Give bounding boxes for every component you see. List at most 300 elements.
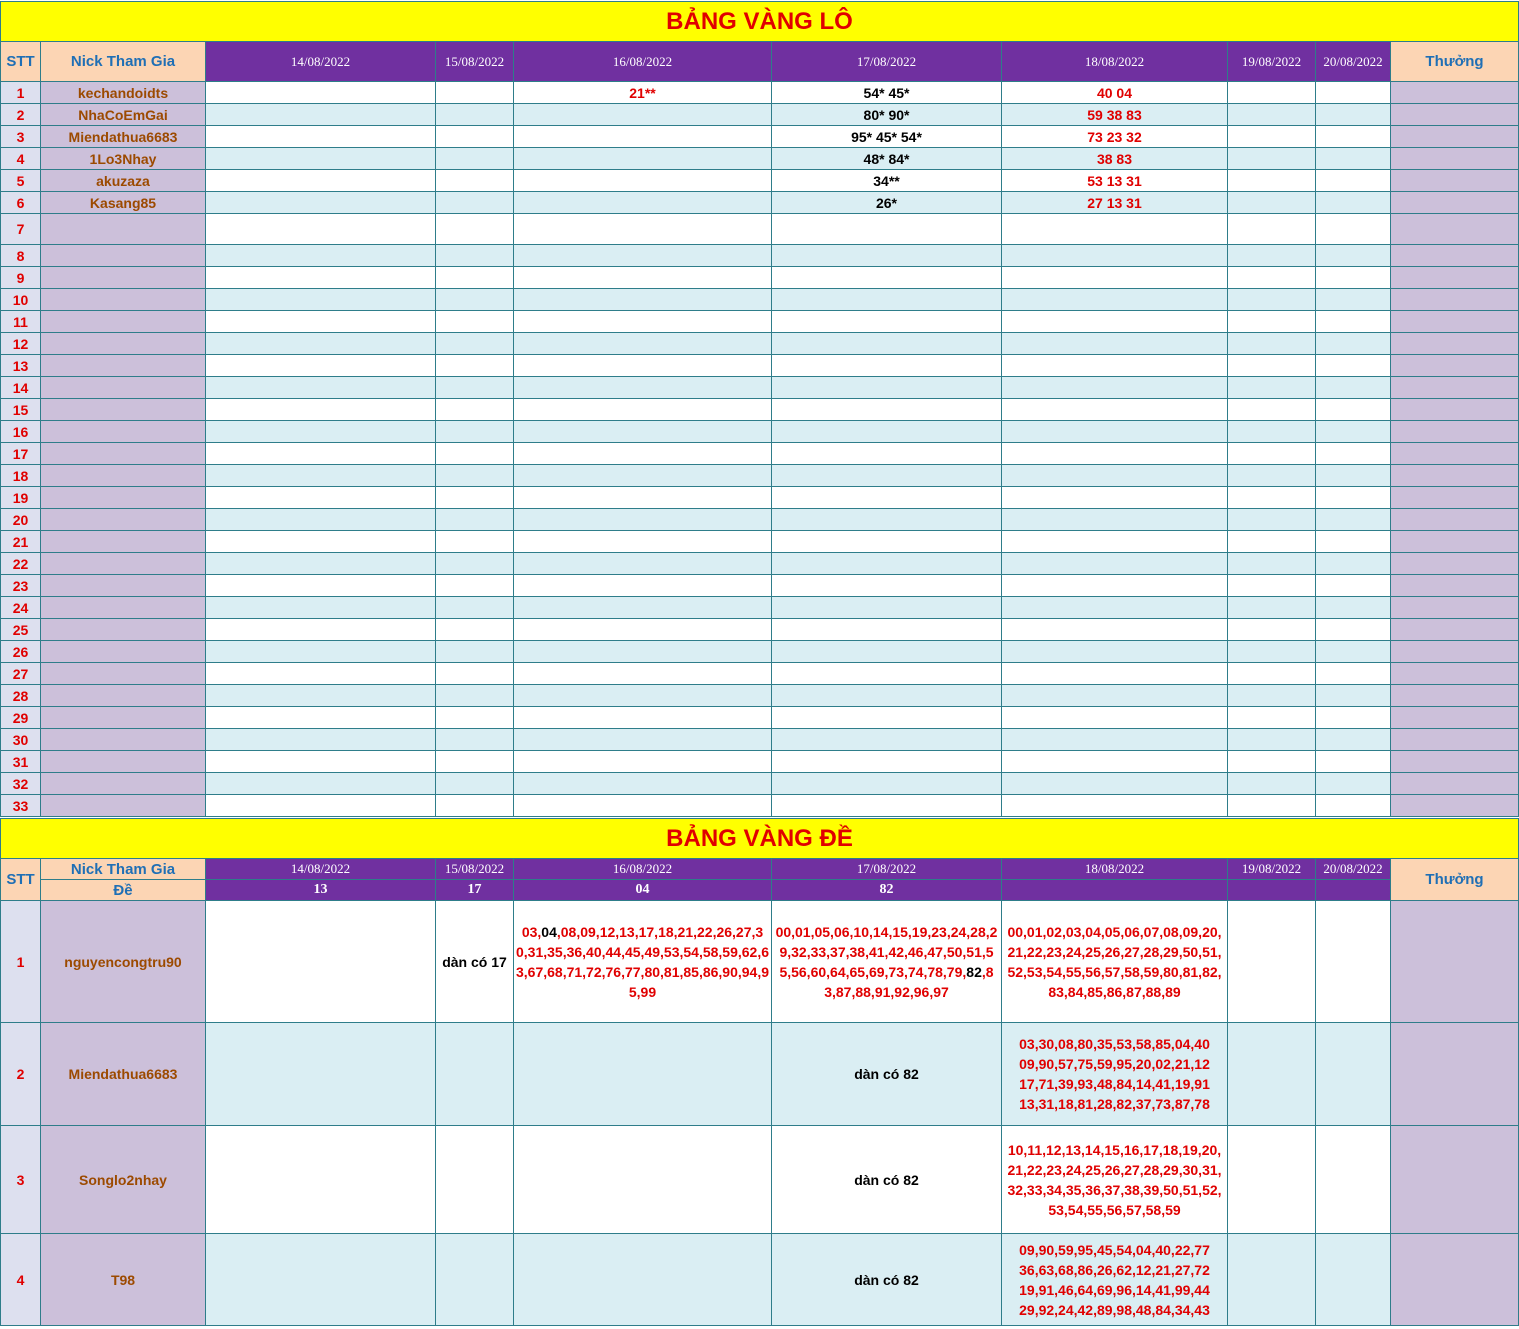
lo-cell [1002, 619, 1228, 641]
lo-cell [1316, 377, 1391, 399]
lo-cell [436, 575, 514, 597]
lo-row [1, 597, 1519, 619]
lo-cell [206, 377, 436, 399]
de-row-nick: T98 [41, 1234, 206, 1326]
lo-cell [436, 685, 514, 707]
lo-cell [1002, 214, 1228, 245]
lo-cell [1228, 377, 1316, 399]
lo-cell [1228, 553, 1316, 575]
lo-row-prize [1391, 192, 1519, 214]
lo-cell [206, 333, 436, 355]
lo-row-nick [41, 311, 206, 333]
lo-row [1, 795, 1519, 817]
de-cell [772, 901, 1002, 1023]
de-date-header: 18/08/2022 [1002, 859, 1228, 880]
lo-cell [1228, 289, 1316, 311]
lo-cell [1228, 443, 1316, 465]
lo-row [1, 311, 1519, 333]
lo-cell [1316, 575, 1391, 597]
lo-cell [772, 729, 1002, 751]
lo-row [1, 82, 1519, 104]
lo-cell [772, 553, 1002, 575]
lo-cell [206, 619, 436, 641]
de-result-value: 04 [514, 880, 772, 901]
lo-cell [206, 170, 436, 192]
lo-cell [1228, 509, 1316, 531]
lo-cell: 26* [772, 192, 1002, 214]
lo-cell [1228, 355, 1316, 377]
lo-cell [1228, 421, 1316, 443]
de-row [1, 901, 1519, 1023]
lo-cell [1228, 685, 1316, 707]
lo-cell [206, 245, 436, 267]
lo-cell [206, 487, 436, 509]
lo-cell [514, 245, 772, 267]
lo-row-stt: 20 [1, 509, 41, 531]
lo-cell [1228, 707, 1316, 729]
lo-row-stt: 32 [1, 773, 41, 795]
lo-cell [772, 751, 1002, 773]
lo-cell [1002, 663, 1228, 685]
lo-row-stt: 8 [1, 245, 41, 267]
de-date-header: 15/08/2022 [436, 859, 514, 880]
lo-cell [436, 170, 514, 192]
de-cell [1228, 1126, 1316, 1234]
lo-cell [772, 773, 1002, 795]
lo-cell [206, 267, 436, 289]
lo-cell [206, 531, 436, 553]
lo-cell [1316, 267, 1391, 289]
lo-cell [1002, 245, 1228, 267]
lo-row-stt: 19 [1, 487, 41, 509]
lo-nick-header: Nick Tham Gia [41, 42, 206, 82]
lo-cell [206, 82, 436, 104]
lo-cell [436, 509, 514, 531]
lo-row-nick [41, 553, 206, 575]
lo-row-nick [41, 399, 206, 421]
lo-row [1, 104, 1519, 126]
lo-row-nick [41, 487, 206, 509]
lo-row-nick [41, 421, 206, 443]
lo-cell [1002, 465, 1228, 487]
lo-row-prize [1391, 355, 1519, 377]
lo-cell [1002, 597, 1228, 619]
de-result-value: 82 [772, 880, 1002, 901]
lo-cell [1002, 267, 1228, 289]
lo-row-stt: 33 [1, 795, 41, 817]
lo-row-stt: 27 [1, 663, 41, 685]
lo-cell [1316, 597, 1391, 619]
lo-row-prize [1391, 487, 1519, 509]
lo-row-prize [1391, 685, 1519, 707]
lo-row-nick [41, 245, 206, 267]
lo-cell [1316, 465, 1391, 487]
lo-cell [514, 619, 772, 641]
lo-row-nick [41, 355, 206, 377]
lo-row [1, 126, 1519, 148]
lo-cell [1228, 104, 1316, 126]
de-row [1, 1126, 1519, 1234]
lo-row-nick [41, 597, 206, 619]
lo-row [1, 245, 1519, 267]
lo-cell [1002, 509, 1228, 531]
lo-row [1, 707, 1519, 729]
lo-row-stt: 10 [1, 289, 41, 311]
lo-cell [1002, 421, 1228, 443]
lo-cell [436, 465, 514, 487]
lo-row [1, 663, 1519, 685]
de-row-prize [1391, 901, 1519, 1023]
lo-cell [206, 214, 436, 245]
lo-cell [1228, 333, 1316, 355]
lo-cell [1002, 707, 1228, 729]
lo-cell [514, 641, 772, 663]
de-cell [1228, 901, 1316, 1023]
lo-cell [436, 619, 514, 641]
lo-cell [436, 333, 514, 355]
lo-row-prize [1391, 267, 1519, 289]
de-numbers-part: 03, [521, 923, 542, 940]
lo-cell [1002, 531, 1228, 553]
lo-cell [1316, 245, 1391, 267]
de-nick-header: Nick Tham Gia [41, 859, 206, 880]
lo-cell [436, 311, 514, 333]
lo-cell [436, 729, 514, 751]
lo-row [1, 465, 1519, 487]
de-row-nick: Songlo2nhay [41, 1126, 206, 1234]
lo-cell [1002, 641, 1228, 663]
lo-cell [206, 685, 436, 707]
lo-row-stt: 15 [1, 399, 41, 421]
lo-cell [514, 399, 772, 421]
de-cell [514, 1234, 772, 1326]
lo-row-stt: 21 [1, 531, 41, 553]
lo-row-prize [1391, 311, 1519, 333]
lo-cell [1316, 333, 1391, 355]
de-cell [1002, 1023, 1228, 1126]
lo-row-nick [41, 531, 206, 553]
lo-row-prize [1391, 597, 1519, 619]
lo-row-stt: 29 [1, 707, 41, 729]
lo-cell [1316, 443, 1391, 465]
lo-cell [206, 641, 436, 663]
lo-cell [436, 126, 514, 148]
lo-cell [206, 553, 436, 575]
lo-cell [1316, 104, 1391, 126]
lo-row-stt: 17 [1, 443, 41, 465]
lo-row [1, 333, 1519, 355]
de-cell-numbers [514, 922, 771, 1002]
lo-cell: 21** [514, 82, 772, 104]
lo-cell [206, 289, 436, 311]
de-cell [206, 901, 436, 1023]
de-numbers-hit: 82 [966, 963, 982, 980]
lo-row-prize [1391, 170, 1519, 192]
lo-cell [1002, 333, 1228, 355]
lo-cell: 27 13 31 [1002, 192, 1228, 214]
lo-cell [772, 531, 1002, 553]
lo-row-prize [1391, 82, 1519, 104]
lo-row-stt: 2 [1, 104, 41, 126]
lo-row [1, 773, 1519, 795]
lo-cell [514, 311, 772, 333]
lo-cell [1316, 170, 1391, 192]
lo-row-prize [1391, 104, 1519, 126]
de-cell: dàn có 82 [772, 1234, 1002, 1326]
lo-cell [1228, 126, 1316, 148]
lo-row-stt: 6 [1, 192, 41, 214]
de-cell: dàn có 17 [436, 901, 514, 1023]
lo-cell [436, 245, 514, 267]
lo-row-nick [41, 443, 206, 465]
lo-cell [514, 104, 772, 126]
lo-cell [772, 641, 1002, 663]
lo-cell [772, 663, 1002, 685]
lo-cell [1228, 773, 1316, 795]
de-cell [514, 1126, 772, 1234]
lo-row-stt: 12 [1, 333, 41, 355]
lo-cell [1228, 267, 1316, 289]
lo-cell [772, 685, 1002, 707]
lo-cell [206, 795, 436, 817]
lo-cell [1316, 126, 1391, 148]
lo-cell [436, 487, 514, 509]
lo-cell [772, 443, 1002, 465]
lo-cell [1228, 214, 1316, 245]
lo-cell [206, 729, 436, 751]
lo-cell [436, 377, 514, 399]
de-date-header: 20/08/2022 [1316, 859, 1391, 880]
lo-row-stt: 7 [1, 214, 41, 245]
lo-row-nick [41, 509, 206, 531]
de-row-stt: 3 [1, 1126, 41, 1234]
de-cell [1002, 1234, 1228, 1326]
lo-cell [514, 126, 772, 148]
lo-cell [1228, 619, 1316, 641]
lo-cell [1002, 487, 1228, 509]
lo-cell [772, 267, 1002, 289]
lo-cell [514, 214, 772, 245]
lo-cell [1316, 82, 1391, 104]
lo-cell [1228, 170, 1316, 192]
de-result-value [1228, 880, 1316, 901]
lo-row-stt: 22 [1, 553, 41, 575]
lo-cell [206, 751, 436, 773]
de-cell: dàn có 82 [772, 1126, 1002, 1234]
lo-cell [1002, 751, 1228, 773]
lo-row-nick: kechandoidts [41, 82, 206, 104]
de-cell [1228, 1234, 1316, 1326]
lo-cell [514, 663, 772, 685]
lo-date-header: 20/08/2022 [1316, 42, 1391, 82]
lo-cell [436, 443, 514, 465]
lo-cell [206, 575, 436, 597]
lo-cell [206, 311, 436, 333]
lo-cell [772, 597, 1002, 619]
lo-row [1, 443, 1519, 465]
lo-cell [514, 729, 772, 751]
lo-cell [1002, 575, 1228, 597]
lo-cell [1228, 82, 1316, 104]
de-cell [436, 1234, 514, 1326]
lo-cell [514, 575, 772, 597]
lo-cell [436, 597, 514, 619]
lo-cell [436, 192, 514, 214]
lo-row-prize [1391, 663, 1519, 685]
lo-row [1, 575, 1519, 597]
de-numbers-part: 00,01,05,06,10,14,15,19,23,24,28,29,32,33,37,38,41,42,46,47,50,51,55,56,60,64,65,69,73,74,78,79, [775, 923, 998, 980]
lo-row-prize [1391, 751, 1519, 773]
lo-row-stt: 16 [1, 421, 41, 443]
lo-cell [436, 148, 514, 170]
lo-row-nick: NhaCoEmGai [41, 104, 206, 126]
lo-cell [514, 773, 772, 795]
lo-cell [772, 399, 1002, 421]
lo-row-prize [1391, 443, 1519, 465]
lo-cell [436, 214, 514, 245]
lo-cell [772, 355, 1002, 377]
lo-cell [1228, 148, 1316, 170]
lo-row-stt: 25 [1, 619, 41, 641]
lo-row-stt: 1 [1, 82, 41, 104]
lo-cell [1316, 192, 1391, 214]
lo-row [1, 487, 1519, 509]
lo-cell [1002, 729, 1228, 751]
lo-row-prize [1391, 377, 1519, 399]
lo-row-nick [41, 795, 206, 817]
lo-cell [514, 751, 772, 773]
lo-cell: 54* 45* [772, 82, 1002, 104]
lo-row-nick [41, 773, 206, 795]
lo-row [1, 289, 1519, 311]
lo-cell [436, 751, 514, 773]
lo-title: BẢNG VÀNG LÔ [1, 2, 1519, 42]
lo-row-stt: 28 [1, 685, 41, 707]
lo-row-prize [1391, 148, 1519, 170]
lo-row [1, 355, 1519, 377]
lo-cell [514, 333, 772, 355]
lo-cell [206, 663, 436, 685]
lo-cell [1316, 729, 1391, 751]
de-title: BẢNG VÀNG ĐỀ [1, 819, 1519, 859]
lo-row [1, 377, 1519, 399]
lo-cell [514, 192, 772, 214]
lo-cell [206, 465, 436, 487]
lo-cell [1316, 707, 1391, 729]
lo-cell [1228, 597, 1316, 619]
lo-row-nick [41, 214, 206, 245]
de-cell [514, 901, 772, 1023]
lo-row-prize [1391, 509, 1519, 531]
de-row-nick: Miendathua6683 [41, 1023, 206, 1126]
lo-row-prize [1391, 729, 1519, 751]
lo-row-nick [41, 377, 206, 399]
lo-prize-header: Thưởng [1391, 42, 1519, 82]
lo-cell [206, 509, 436, 531]
lo-cell [1316, 148, 1391, 170]
lo-cell [1316, 531, 1391, 553]
lo-cell [772, 509, 1002, 531]
lo-cell [436, 399, 514, 421]
de-numbers-part: ,83,87,88,91,92,96,97 [824, 963, 994, 1000]
de-stt-header: STT [1, 859, 41, 901]
lo-cell [206, 148, 436, 170]
de-row-prize [1391, 1126, 1519, 1234]
lo-row-prize [1391, 773, 1519, 795]
lo-row [1, 509, 1519, 531]
de-cell-numbers [772, 922, 1001, 1002]
lo-table [0, 1, 1519, 817]
lo-cell [1228, 663, 1316, 685]
de-table [0, 818, 1519, 1326]
lo-cell [514, 465, 772, 487]
lo-cell: 53 13 31 [1002, 170, 1228, 192]
lo-cell [514, 289, 772, 311]
lo-stt-header: STT [1, 42, 41, 82]
de-cell [206, 1126, 436, 1234]
lo-row-nick [41, 751, 206, 773]
de-cell [514, 1023, 772, 1126]
de-numbers-hit: 04 [541, 923, 557, 940]
de-row-stt: 1 [1, 901, 41, 1023]
lo-row [1, 729, 1519, 751]
lo-row [1, 192, 1519, 214]
lo-cell [514, 553, 772, 575]
lo-row-nick [41, 575, 206, 597]
lo-row [1, 751, 1519, 773]
lo-row-nick [41, 289, 206, 311]
de-result-value: 17 [436, 880, 514, 901]
lo-row-prize [1391, 641, 1519, 663]
lo-cell [514, 148, 772, 170]
lo-cell [436, 289, 514, 311]
de-cell [1316, 1126, 1391, 1234]
lo-row-nick [41, 333, 206, 355]
lo-row [1, 641, 1519, 663]
de-row-stt: 4 [1, 1234, 41, 1326]
lo-row [1, 531, 1519, 553]
lo-row-prize [1391, 465, 1519, 487]
de-cell-numbers: 10,11,12,13,14,15,16,17,18,19,20,21,22,23,24,25,26,27,28,29,30,31,32,33,34,35,36,37,38,39,50,51,52,53,54,55,56,57,58,59 [1007, 1141, 1222, 1218]
lo-cell [1316, 509, 1391, 531]
lo-cell [1228, 531, 1316, 553]
lo-row [1, 148, 1519, 170]
lo-date-header: 18/08/2022 [1002, 42, 1228, 82]
lo-row-stt: 9 [1, 267, 41, 289]
de-row-prize [1391, 1023, 1519, 1126]
lo-row-nick [41, 685, 206, 707]
lo-cell [206, 192, 436, 214]
de-result-value [1316, 880, 1391, 901]
lo-row-nick [41, 729, 206, 751]
lo-row-stt: 24 [1, 597, 41, 619]
de-date-header: 14/08/2022 [206, 859, 436, 880]
lo-cell [206, 355, 436, 377]
de-cell: dàn có 82 [772, 1023, 1002, 1126]
lo-cell [1316, 214, 1391, 245]
lo-cell [1316, 663, 1391, 685]
de-cell [1002, 1126, 1228, 1234]
de-cell [1228, 1023, 1316, 1126]
lo-row-nick: Miendathua6683 [41, 126, 206, 148]
lo-row-nick [41, 267, 206, 289]
lo-cell [1002, 773, 1228, 795]
lo-row-stt: 11 [1, 311, 41, 333]
lo-date-header: 15/08/2022 [436, 42, 514, 82]
lo-cell [436, 82, 514, 104]
lo-cell [514, 597, 772, 619]
lo-row-stt: 23 [1, 575, 41, 597]
